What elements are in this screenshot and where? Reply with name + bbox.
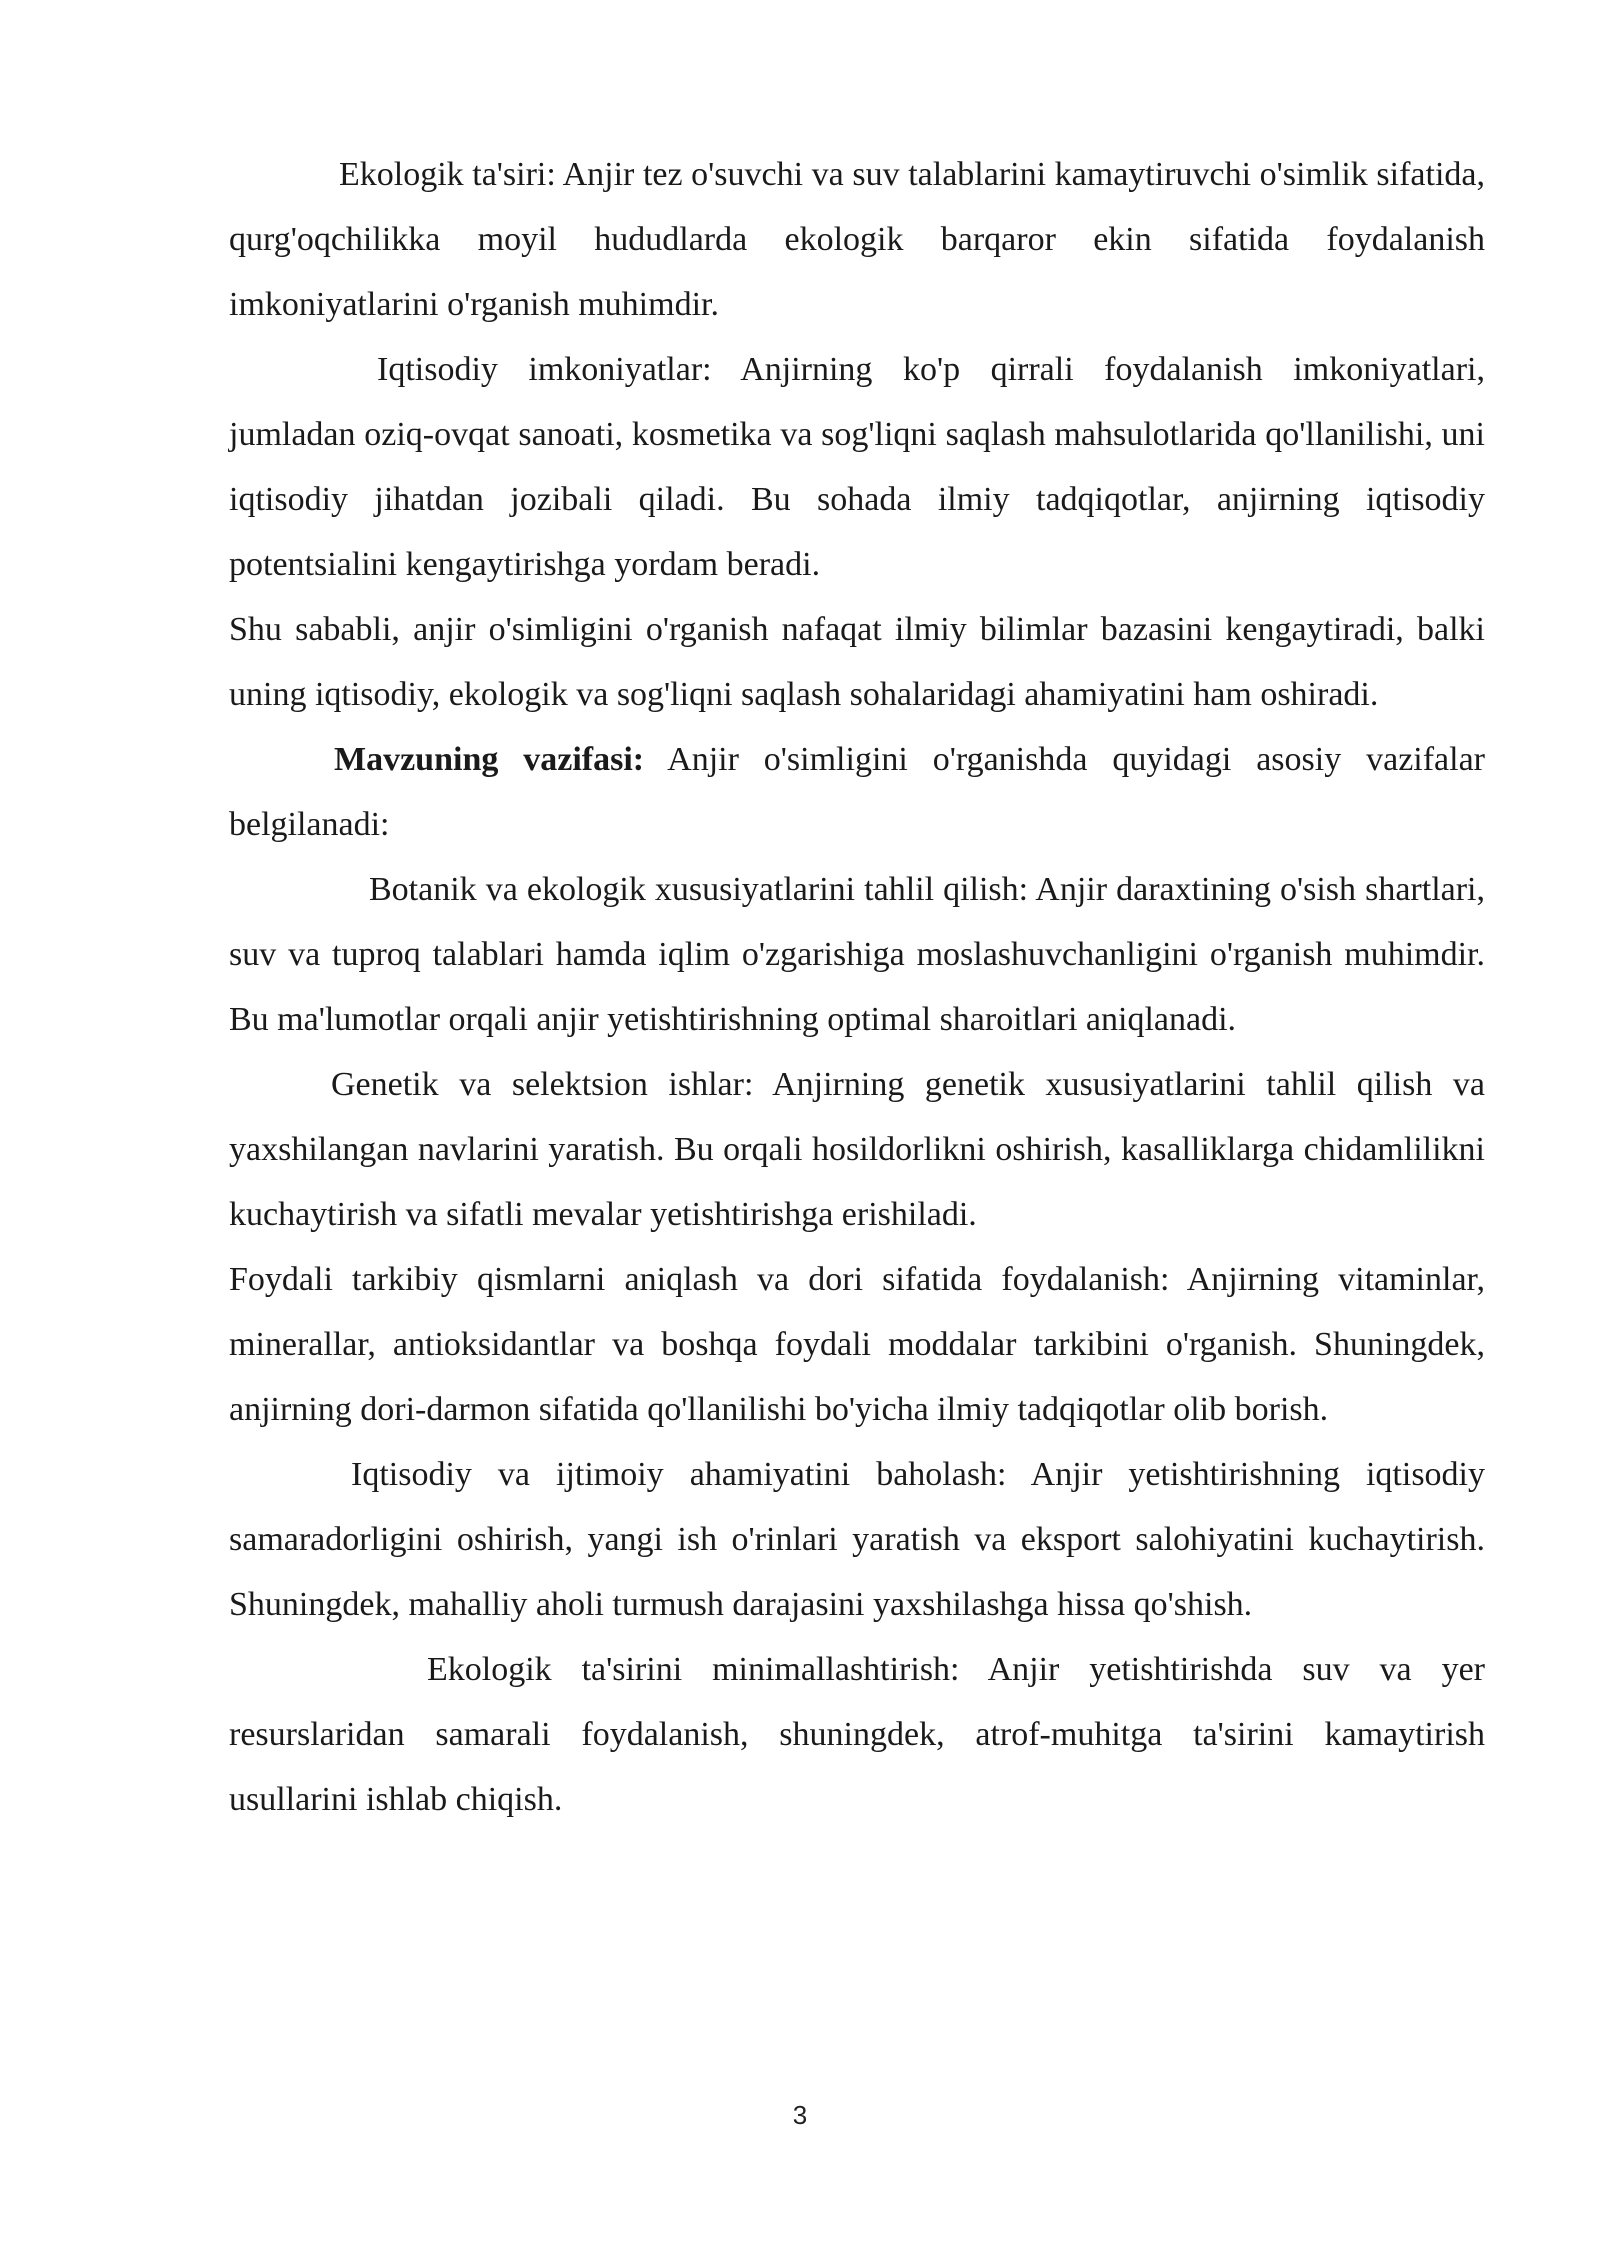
- paragraph-beneficial-components: [229, 1247, 1485, 1442]
- document-body: [229, 142, 1485, 1832]
- paragraph-text: Ekologik ta'sirini minimallashtirish: Anjir yetishtirishda suv va yer resurslaridan samarali foydalanish, shuningdek, atrof-muhitga ta'sirini kamaytirish usullarini ishlab chiqish.: [229, 1651, 1485, 1818]
- paragraph-text: Anjir o'simligini o'rganishda quyidagi asosiy vazifalar belgilanadi:: [229, 741, 1486, 843]
- paragraph-text: Iqtisodiy va ijtimoiy ahamiyatini baholash: Anjir yetishtirishning iqtisodiy samaradorligini oshirish, yangi ish o'rinlari yaratish va eksport salohiyatini kuchaytirish. Shuningdek, mahalliy aholi turmush darajasini yaxshilashga hissa qo'shish.: [229, 1456, 1485, 1623]
- paragraph-minimize-ecological-impact: [229, 1637, 1485, 1832]
- paragraph-conclusion: [229, 597, 1485, 727]
- page-number: 3: [792, 2100, 808, 2130]
- paragraph-genetic-work: [229, 1052, 1485, 1247]
- paragraph-economic-opportunities: [229, 337, 1485, 597]
- task-heading-label: Mavzuning vazifasi:: [334, 741, 645, 778]
- paragraph-task-heading: [229, 727, 1485, 857]
- paragraph-text: Foydali tarkibiy qismlarni aniqlash va dori sifatida foydalanish: Anjirning vitaminlar, minerallar, antioksidantlar va boshqa foydali moddalar tarkibini o'rganish. Shuningdek, anjirning dori-darmon sifatida qo'llanilishi bo'yicha ilmiy tadqiqotlar olib borish.: [229, 1261, 1485, 1428]
- paragraph-botanical-analysis: [229, 857, 1485, 1052]
- paragraph-text: Ekologik ta'siri: Anjir tez o'suvchi va suv talablarini kamaytiruvchi o'simlik sifatida, qurg'oqchilikka moyil hududlarda ekologik barqaror ekin sifatida foydalanish imkoniyatlarini o'rganish muhimdir.: [229, 156, 1485, 323]
- paragraph-text: Iqtisodiy imkoniyatlar: Anjirning ko'p qirrali foydalanish imkoniyatlari, jumladan oziq-ovqat sanoati, kosmetika va sog'liqni saqlash mahsulotlarida qo'llanilishi, uni iqtisodiy jihatdan jozibali qiladi. Bu sohada ilmiy tadqiqotlar, anjirning iqtisodiy potentsialini kengaytirishga yordam beradi.: [229, 351, 1485, 583]
- paragraph-text: Shu sababli, anjir o'simligini o'rganish nafaqat ilmiy bilimlar bazasini kengaytiradi, balki uning iqtisodiy, ekologik va sog'liqni saqlash sohalaridagi ahamiyatini ham oshiradi.: [229, 611, 1485, 713]
- paragraph-text: Genetik va selektsion ishlar: Anjirning genetik xususiyatlarini tahlil qilish va yaxshilangan navlarini yaratish. Bu orqali hosildorlikni oshirish, kasalliklarga chidamlilikni kuchaytirish va sifatli mevalar yetishtirishga erishiladi.: [229, 1066, 1485, 1233]
- paragraph-economic-social-value: [229, 1442, 1485, 1637]
- paragraph-ecological-impact: [229, 142, 1485, 337]
- paragraph-text: Botanik va ekologik xususiyatlarini tahlil qilish: Anjir daraxtining o'sish shartlari, suv va tuproq talablari hamda iqlim o'zgarishiga moslashuvchanligini o'rganish muhimdir. Bu ma'lumotlar orqali anjir yetishtirishning optimal sharoitlari aniqlanadi.: [229, 871, 1485, 1038]
